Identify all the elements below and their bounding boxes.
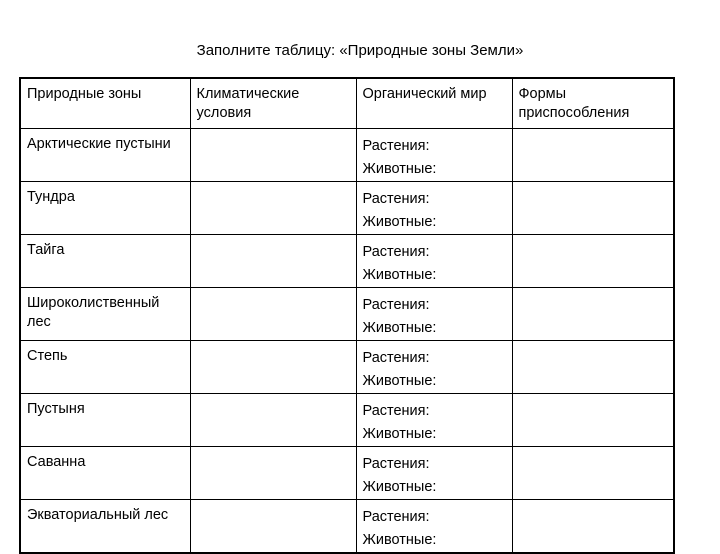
- climate-cell[interactable]: [190, 393, 356, 446]
- adaptations-cell[interactable]: [512, 181, 674, 234]
- organic-world-cell[interactable]: [356, 446, 512, 499]
- plants-label: Растения:: [362, 296, 430, 313]
- zone-cell: Саванна: [20, 446, 190, 499]
- header-adaptations: Формы приспособления: [512, 78, 674, 128]
- table-row: [20, 393, 674, 446]
- plants-label: Растения:: [362, 137, 430, 154]
- animals-label: Животные:: [362, 319, 437, 336]
- page-title: Заполните таблицу: «Природные зоны Земли»: [196, 42, 524, 59]
- zone-cell: Тундра: [20, 181, 190, 234]
- animals-label: Животные:: [362, 372, 437, 389]
- zone-cell: Тайга: [20, 234, 190, 287]
- climate-cell[interactable]: [190, 181, 356, 234]
- climate-cell[interactable]: [190, 446, 356, 499]
- animals-label: Животные:: [362, 213, 437, 230]
- plants-label: Растения:: [362, 190, 430, 207]
- table-header-row: [20, 78, 674, 128]
- plants-label: Растения:: [362, 243, 430, 260]
- zone-cell: Экваториальный лес: [20, 499, 190, 553]
- organic-world-cell[interactable]: [356, 181, 512, 234]
- climate-cell[interactable]: [190, 499, 356, 553]
- organic-world-cell[interactable]: [356, 499, 512, 553]
- animals-label: Животные:: [362, 425, 437, 442]
- header-natural-zones: Природные зоны: [20, 78, 190, 128]
- header-climate: Климатические условия: [190, 78, 356, 128]
- plants-label: Растения:: [362, 455, 430, 472]
- table-row: [20, 234, 674, 287]
- adaptations-cell[interactable]: [512, 128, 674, 181]
- table-row: [20, 499, 674, 553]
- organic-world-cell[interactable]: [356, 393, 512, 446]
- animals-label: Животные:: [362, 266, 437, 283]
- table-row: [20, 340, 674, 393]
- adaptations-cell[interactable]: [512, 446, 674, 499]
- climate-cell[interactable]: [190, 287, 356, 340]
- zone-cell: Арктические пустыни: [20, 128, 190, 181]
- adaptations-cell[interactable]: [512, 393, 674, 446]
- adaptations-cell[interactable]: [512, 499, 674, 553]
- plants-label: Растения:: [362, 349, 430, 366]
- zone-cell: Широколиственный лес: [20, 287, 190, 340]
- organic-world-cell[interactable]: [356, 340, 512, 393]
- table-row: [20, 287, 674, 340]
- natural-zones-table: [19, 77, 675, 554]
- plants-label: Растения:: [362, 402, 430, 419]
- animals-label: Животные:: [362, 531, 437, 548]
- climate-cell[interactable]: [190, 128, 356, 181]
- table-row: [20, 128, 674, 181]
- adaptations-cell[interactable]: [512, 234, 674, 287]
- climate-cell[interactable]: [190, 234, 356, 287]
- plants-label: Растения:: [362, 508, 430, 525]
- adaptations-cell[interactable]: [512, 340, 674, 393]
- animals-label: Животные:: [362, 160, 437, 177]
- zone-cell: Пустыня: [20, 393, 190, 446]
- adaptations-cell[interactable]: [512, 287, 674, 340]
- zone-cell: Степь: [20, 340, 190, 393]
- animals-label: Животные:: [362, 478, 437, 495]
- organic-world-cell[interactable]: [356, 234, 512, 287]
- table-row: [20, 446, 674, 499]
- organic-world-cell[interactable]: [356, 287, 512, 340]
- table-row: [20, 181, 674, 234]
- organic-world-cell[interactable]: [356, 128, 512, 181]
- header-organic-world: Органический мир: [356, 78, 512, 128]
- climate-cell[interactable]: [190, 340, 356, 393]
